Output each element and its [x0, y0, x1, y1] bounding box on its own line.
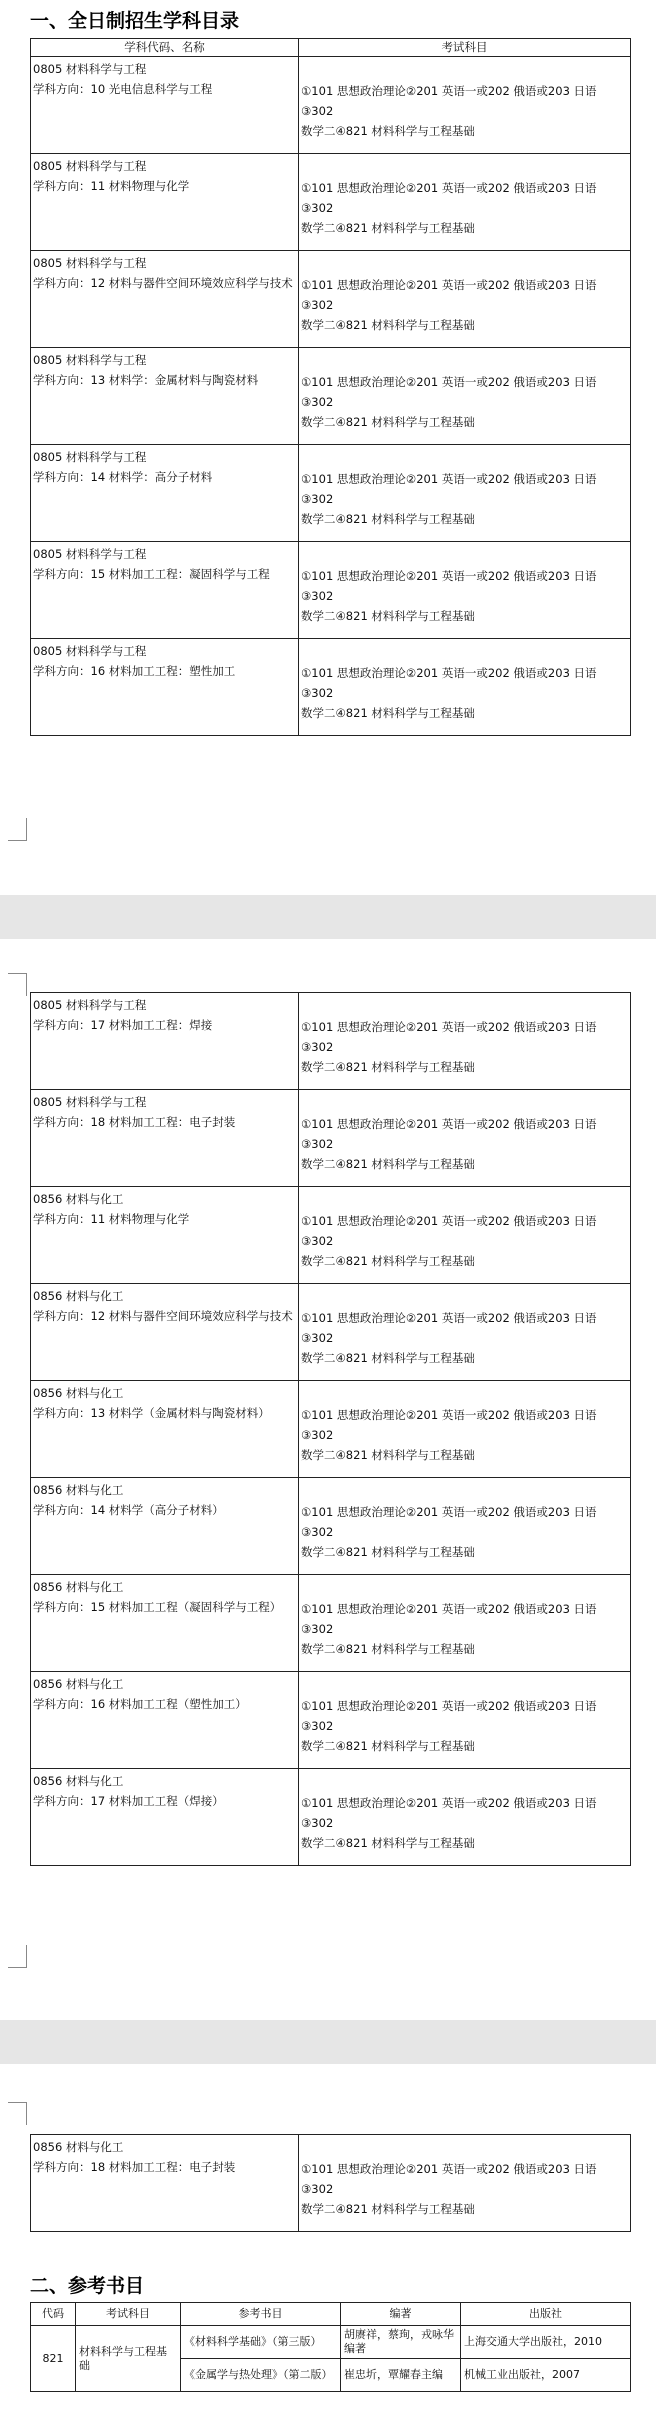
subject-code-cell — [31, 445, 299, 542]
exam-subjects-line: ①101 思想政治理论②201 英语一或202 俄语或203 日语③302 — [301, 1214, 597, 1248]
subject-row — [31, 445, 631, 542]
exam-subjects-line: 数学二④821 材料科学与工程基础 — [301, 415, 475, 429]
subject-code-name: 0856 材料与化工 — [33, 1386, 124, 1400]
exam-subjects-line: 数学二④821 材料科学与工程基础 — [301, 221, 475, 235]
exam-subjects-line: 数学二④821 材料科学与工程基础 — [301, 2202, 475, 2216]
exam-subjects-line: ①101 思想政治理论②201 英语一或202 俄语或203 日语③302 — [301, 375, 597, 409]
page-corner-mark — [8, 1945, 27, 1968]
subject-row — [31, 1672, 631, 1769]
page-corner-mark — [8, 973, 27, 996]
subject-direction: 学科方向：13 材料学：金属材料与陶瓷材料 — [33, 373, 259, 387]
exam-subjects-line: 数学二④821 材料科学与工程基础 — [301, 1739, 475, 1753]
exam-subjects-cell — [299, 1284, 631, 1381]
exam-subjects-line: ①101 思想政治理论②201 英语一或202 俄语或203 日语③302 — [301, 472, 597, 506]
document-page-1 — [0, 0, 656, 895]
document-page-2 — [0, 939, 656, 2020]
ref-subject-cell: 材料科学与工程基础 — [76, 2326, 181, 2392]
subject-code-name: 0856 材料与化工 — [33, 1774, 124, 1788]
exam-subjects-line: 数学二④821 材料科学与工程基础 — [301, 1545, 475, 1559]
subject-direction: 学科方向：12 材料与器件空间环境效应科学与技术 — [33, 1309, 293, 1323]
ref-code-cell: 821 — [31, 2326, 76, 2392]
subject-row — [31, 348, 631, 445]
subject-direction: 学科方向：18 材料加工工程：电子封装 — [33, 2160, 236, 2174]
subject-row — [31, 542, 631, 639]
subject-code-name: 0805 材料科学与工程 — [33, 62, 147, 76]
subject-code-cell — [31, 154, 299, 251]
subject-table-1 — [30, 38, 631, 736]
ref-author-cell: 崔忠圻，覃耀春主编 — [341, 2359, 461, 2392]
exam-subjects-line: ①101 思想政治理论②201 英语一或202 俄语或203 日语③302 — [301, 278, 597, 312]
subject-code-cell — [31, 1478, 299, 1575]
subject-table-2 — [30, 992, 631, 1866]
exam-subjects-cell — [299, 251, 631, 348]
subject-code-name: 0805 材料科学与工程 — [33, 547, 147, 561]
page-corner-mark — [8, 2102, 27, 2125]
ref-header-author: 编著 — [341, 2303, 461, 2326]
ref-book-cell: 《材料科学基础》（第三版） — [181, 2326, 341, 2359]
subject-row — [31, 1090, 631, 1187]
subject-row — [31, 639, 631, 736]
exam-subjects-line: 数学二④821 材料科学与工程基础 — [301, 124, 475, 138]
subject-direction: 学科方向：15 材料加工工程：凝固科学与工程 — [33, 567, 270, 581]
subject-code-name: 0856 材料与化工 — [33, 1289, 124, 1303]
subject-code-name: 0856 材料与化工 — [33, 2140, 124, 2154]
subject-direction: 学科方向：14 材料学：高分子材料 — [33, 470, 213, 484]
exam-subjects-line: 数学二④821 材料科学与工程基础 — [301, 1254, 475, 1268]
subject-direction: 学科方向：11 材料物理与化学 — [33, 179, 190, 193]
ref-book-cell: 《金属学与热处理》（第二版） — [181, 2359, 341, 2392]
subject-code-cell — [31, 1090, 299, 1187]
exam-subjects-line: ①101 思想政治理论②201 英语一或202 俄语或203 日语③302 — [301, 569, 597, 603]
subject-code-cell — [31, 1672, 299, 1769]
exam-subjects-cell — [299, 993, 631, 1090]
exam-subjects-line: ①101 思想政治理论②201 英语一或202 俄语或203 日语③302 — [301, 1117, 597, 1151]
exam-subjects-cell — [299, 154, 631, 251]
exam-subjects-cell — [299, 1090, 631, 1187]
exam-subjects-cell — [299, 1575, 631, 1672]
subject-code-cell — [31, 993, 299, 1090]
ref-header-publisher: 出版社 — [461, 2303, 631, 2326]
subject-code-cell — [31, 542, 299, 639]
ref-author-cell: 胡赓祥，蔡珣，戎咏华编著 — [341, 2326, 461, 2359]
exam-subjects-cell — [299, 1769, 631, 1866]
subject-row — [31, 154, 631, 251]
page-corner-mark — [8, 818, 27, 841]
subject-row — [31, 57, 631, 154]
exam-subjects-cell — [299, 348, 631, 445]
subject-code-cell — [31, 1381, 299, 1478]
subject-code-name: 0805 材料科学与工程 — [33, 256, 147, 270]
exam-subjects-line: ①101 思想政治理论②201 英语一或202 俄语或203 日语③302 — [301, 1796, 597, 1830]
subject-direction: 学科方向：11 材料物理与化学 — [33, 1212, 190, 1226]
subject-row — [31, 1381, 631, 1478]
subject-code-name: 0856 材料与化工 — [33, 1483, 124, 1497]
exam-subjects-cell — [299, 639, 631, 736]
subject-direction: 学科方向：18 材料加工工程：电子封装 — [33, 1115, 236, 1129]
subject-direction: 学科方向：10 光电信息科学与工程 — [33, 82, 213, 96]
exam-subjects-line: 数学二④821 材料科学与工程基础 — [301, 1448, 475, 1462]
subject-direction: 学科方向：13 材料学（金属材料与陶瓷材料） — [33, 1406, 270, 1420]
exam-subjects-line: 数学二④821 材料科学与工程基础 — [301, 1060, 475, 1074]
ref-header-code: 代码 — [31, 2303, 76, 2326]
subject-row — [31, 1478, 631, 1575]
subject-code-cell — [31, 251, 299, 348]
subject-code-cell — [31, 57, 299, 154]
subject-row — [31, 251, 631, 348]
subject-row — [31, 1284, 631, 1381]
exam-subjects-line: 数学二④821 材料科学与工程基础 — [301, 1351, 475, 1365]
exam-subjects-line: 数学二④821 材料科学与工程基础 — [301, 706, 475, 720]
subject-row — [31, 993, 631, 1090]
subject-row — [31, 1769, 631, 1866]
subject-direction: 学科方向：14 材料学（高分子材料） — [33, 1503, 224, 1517]
exam-subjects-line: 数学二④821 材料科学与工程基础 — [301, 1642, 475, 1656]
ref-publisher-cell: 机械工业出版社，2007 — [461, 2359, 631, 2392]
subject-code-cell — [31, 1187, 299, 1284]
exam-subjects-line: ①101 思想政治理论②201 英语一或202 俄语或203 日语③302 — [301, 181, 597, 215]
subject-direction: 学科方向：16 材料加工工程（塑性加工） — [33, 1697, 247, 1711]
reference-table — [30, 2302, 631, 2392]
subject-direction: 学科方向：15 材料加工工程（凝固科学与工程） — [33, 1600, 282, 1614]
section2-title: 二、参考书目 — [30, 2275, 145, 2297]
exam-subjects-line: ①101 思想政治理论②201 英语一或202 俄语或203 日语③302 — [301, 1505, 597, 1539]
ref-header-book: 参考书目 — [181, 2303, 341, 2326]
subject-row — [31, 1187, 631, 1284]
exam-subjects-line: ①101 思想政治理论②201 英语一或202 俄语或203 日语③302 — [301, 1699, 597, 1733]
subject-code-name: 0805 材料科学与工程 — [33, 644, 147, 658]
subject-row — [31, 1575, 631, 1672]
exam-subjects-line: ①101 思想政治理论②201 英语一或202 俄语或203 日语③302 — [301, 84, 597, 118]
exam-subjects-line: 数学二④821 材料科学与工程基础 — [301, 1157, 475, 1171]
subject-code-cell — [31, 639, 299, 736]
ref-header-subject: 考试科目 — [76, 2303, 181, 2326]
header-exam: 考试科目 — [299, 39, 631, 57]
exam-subjects-cell — [299, 445, 631, 542]
subject-direction: 学科方向：12 材料与器件空间环境效应科学与技术 — [33, 276, 293, 290]
subject-code-name: 0856 材料与化工 — [33, 1192, 124, 1206]
exam-subjects-line: ①101 思想政治理论②201 英语一或202 俄语或203 日语③302 — [301, 2162, 597, 2196]
subject-code-cell — [31, 1769, 299, 1866]
exam-subjects-cell — [299, 2135, 631, 2232]
subject-code-name: 0805 材料科学与工程 — [33, 1095, 147, 1109]
exam-subjects-cell — [299, 542, 631, 639]
exam-subjects-line: 数学二④821 材料科学与工程基础 — [301, 609, 475, 623]
subject-code-name: 0805 材料科学与工程 — [33, 159, 147, 173]
page-gap — [0, 2020, 656, 2064]
subject-direction: 学科方向：16 材料加工工程：塑性加工 — [33, 664, 236, 678]
subject-code-name: 0805 材料科学与工程 — [33, 353, 147, 367]
exam-subjects-cell — [299, 1672, 631, 1769]
subject-code-name: 0856 材料与化工 — [33, 1677, 124, 1691]
subject-direction: 学科方向：17 材料加工工程（焊接） — [33, 1794, 224, 1808]
subject-code-cell — [31, 1575, 299, 1672]
subject-row — [31, 2135, 631, 2232]
subject-direction: 学科方向：17 材料加工工程：焊接 — [33, 1018, 213, 1032]
subject-code-name: 0856 材料与化工 — [33, 1580, 124, 1594]
exam-subjects-cell — [299, 1478, 631, 1575]
section1-title: 一、全日制招生学科目录 — [30, 10, 240, 32]
exam-subjects-line: 数学二④821 材料科学与工程基础 — [301, 318, 475, 332]
subject-code-cell — [31, 1284, 299, 1381]
exam-subjects-cell — [299, 1187, 631, 1284]
exam-subjects-line: ①101 思想政治理论②201 英语一或202 俄语或203 日语③302 — [301, 1408, 597, 1442]
exam-subjects-line: ①101 思想政治理论②201 英语一或202 俄语或203 日语③302 — [301, 1311, 597, 1345]
exam-subjects-cell — [299, 1381, 631, 1478]
exam-subjects-line: 数学二④821 材料科学与工程基础 — [301, 1836, 475, 1850]
subject-code-name: 0805 材料科学与工程 — [33, 450, 147, 464]
page-gap — [0, 895, 656, 939]
exam-subjects-line: ①101 思想政治理论②201 英语一或202 俄语或203 日语③302 — [301, 666, 597, 700]
subject-table-3 — [30, 2134, 631, 2232]
exam-subjects-line: ①101 思想政治理论②201 英语一或202 俄语或203 日语③302 — [301, 1602, 597, 1636]
subject-code-cell — [31, 2135, 299, 2232]
exam-subjects-cell — [299, 57, 631, 154]
exam-subjects-line: ①101 思想政治理论②201 英语一或202 俄语或203 日语③302 — [301, 1020, 597, 1054]
ref-publisher-cell: 上海交通大学出版社，2010 — [461, 2326, 631, 2359]
header-code-name: 学科代码、名称 — [31, 39, 299, 57]
exam-subjects-line: 数学二④821 材料科学与工程基础 — [301, 512, 475, 526]
subject-code-name: 0805 材料科学与工程 — [33, 998, 147, 1012]
subject-code-cell — [31, 348, 299, 445]
